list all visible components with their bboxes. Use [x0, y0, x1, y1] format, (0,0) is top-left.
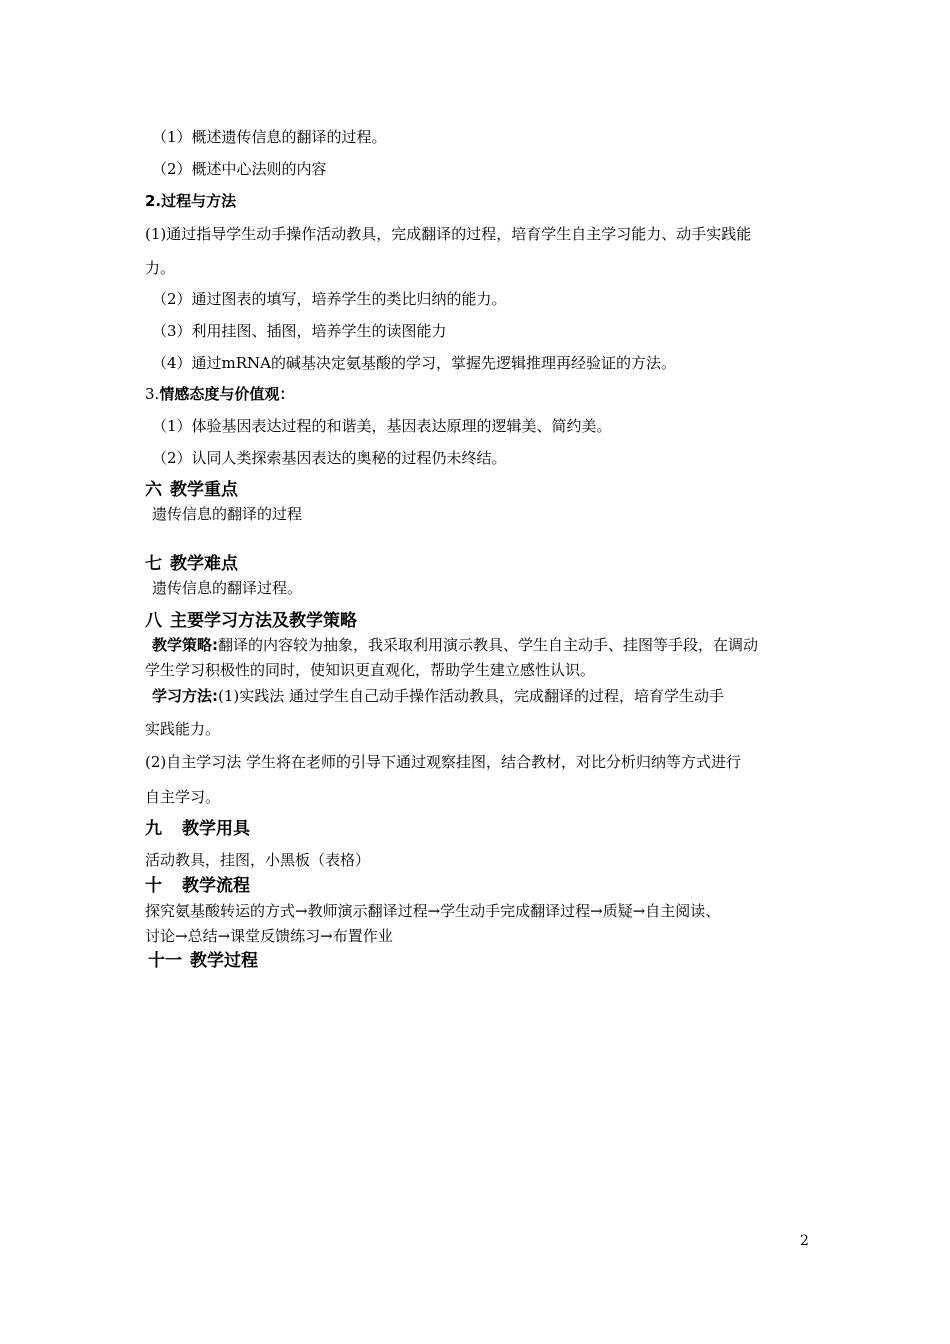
- heading-title: 教学用具: [182, 819, 250, 839]
- heading-number: 八: [145, 611, 162, 631]
- section-heading-emotion: [145, 384, 294, 404]
- heading-title: 教学重点: [170, 480, 238, 500]
- heading-number: 七: [145, 554, 162, 574]
- heading-seven: [145, 553, 238, 575]
- heading-number: 九: [145, 819, 162, 839]
- knowledge-item-1: （1）概述遗传信息的翻译的过程。: [152, 128, 387, 146]
- heading-number: 十: [145, 876, 162, 896]
- heading-title: 教学难点: [170, 554, 238, 574]
- process-item-1-line-1: (1)通过指导学生动手操作活动教具，完成翻译的过程，培育学生自主学习能力、动手实践能: [145, 225, 752, 243]
- method-line-1: [152, 686, 724, 706]
- process-item-1-line-2: 力。: [145, 259, 176, 277]
- process-item-3: （3）利用挂图、插图，培养学生的读图能力: [152, 322, 447, 340]
- method-2-line-1: (2)自主学习法 学生将在老师的引导下通过观察挂图，结合教材，对比分析归纳等方式进行: [145, 753, 742, 771]
- page-number: 2: [800, 1233, 809, 1249]
- heading-title: 教学过程: [190, 951, 258, 971]
- heading-eleven: [148, 950, 258, 972]
- method-text: (1)实践法 通过学生自己动手操作活动教具，完成翻译的过程，培育学生动手: [218, 687, 725, 705]
- strategy-label: 教学策略:: [152, 636, 218, 654]
- strategy-line-2: 学生学习积极性的同时，使知识更直观化，帮助学生建立感性认识。: [145, 661, 596, 679]
- difficulty-text: 遗传信息的翻译过程。: [152, 579, 303, 597]
- heading-eight: [145, 610, 357, 632]
- section-heading-process-method: 2.过程与方法: [145, 192, 237, 210]
- heading-number: 六: [145, 480, 162, 500]
- heading-title: 教学流程: [182, 876, 250, 896]
- emotion-item-2: （2）认同人类探索基因表达的奥秘的过程仍未终结。: [152, 449, 507, 467]
- flow-line-2: 讨论→总结→课堂反馈练习→布置作业: [145, 927, 393, 945]
- method-2-line-2: 自主学习。: [145, 788, 221, 806]
- section-number: 3.: [145, 385, 160, 403]
- section-title: 情感态度与价值观：: [159, 385, 295, 403]
- key-point-text: 遗传信息的翻译的过程: [152, 505, 303, 523]
- process-item-4: （4）通过mRNA的碱基决定氨基酸的学习，掌握先逻辑推理再经验证的方法。: [152, 354, 677, 372]
- method-label: 学习方法:: [152, 687, 218, 705]
- process-item-2: （2）通过图表的填写，培养学生的类比归纳的能力。: [152, 290, 507, 308]
- knowledge-item-2: （2）概述中心法则的内容: [152, 160, 327, 178]
- method-line-2: 实践能力。: [145, 720, 221, 738]
- heading-nine: [145, 818, 250, 840]
- strategy-text: 翻译的内容较为抽象，我采取利用演示教具、学生自主动手、挂图等手段，在调动: [218, 636, 759, 654]
- strategy-line-1: [152, 635, 758, 655]
- heading-six: [145, 479, 238, 501]
- heading-number: 十一: [148, 951, 182, 971]
- teaching-aids-text: 活动教具，挂图，小黑板（表格）: [145, 851, 371, 869]
- emotion-item-1: （1）体验基因表达过程的和谐美，基因表达原理的逻辑美、简约美。: [152, 417, 612, 435]
- heading-title: 主要学习方法及教学策略: [170, 611, 357, 631]
- heading-ten: [145, 875, 250, 897]
- flow-line-1: 探究氨基酸转运的方式→教师演示翻译过程→学生动手完成翻译过程→质疑→自主阅读、: [145, 902, 721, 920]
